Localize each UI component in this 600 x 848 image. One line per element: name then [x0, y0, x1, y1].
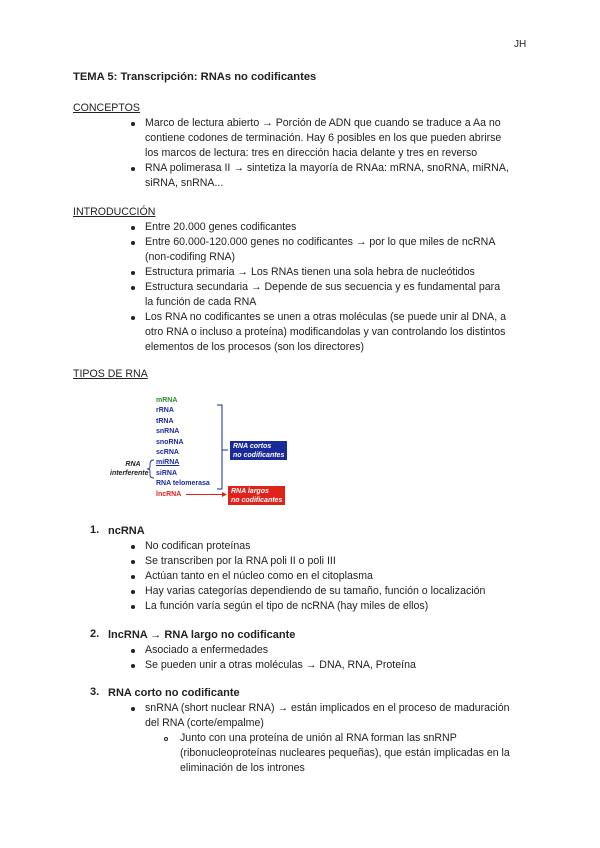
- page-title: TEMA 5: Transcripción: RNAs no codificantes: [73, 71, 317, 83]
- section-3-title: RNA corto no codificante: [108, 687, 240, 699]
- rna-label-snorna: snoRNA: [156, 438, 184, 446]
- bullet-icon: [131, 286, 135, 290]
- s2-item-2: Se pueden unir a otras moléculas → DNA, RNA, Proteína: [145, 659, 416, 671]
- bullet-icon: [131, 271, 135, 275]
- intro-item-5-line-2: otro RNA o incluso a proteína) modificandolas y van controlando los distintos: [145, 326, 506, 338]
- long-rna-box-line-1: RNA largos: [231, 488, 269, 495]
- rna-label-snrna: snRNA: [156, 428, 180, 436]
- intro-item-2-line-2: (non-codifing RNA): [145, 251, 236, 263]
- long-rna-box-line-2: no codificantes: [231, 497, 283, 504]
- bullet-icon: [131, 649, 135, 653]
- s3-sub-1-line-3: eliminación de los intrones: [180, 762, 305, 774]
- intro-item-5-line-3: elementos de los procesos (son los directores): [145, 341, 365, 353]
- short-rna-box-line-2: no codificantes: [233, 452, 285, 459]
- section-2-title: lncRNA → RNA largo no codificante: [108, 629, 296, 641]
- bullet-icon: [131, 226, 135, 230]
- bullet-icon: [131, 590, 135, 594]
- s1-item-3: Actúan tanto en el núcleo como en el citoplasma: [145, 570, 373, 582]
- heading-conceptos: CONCEPTOS: [73, 102, 140, 114]
- conceptos-item-2-line-2: siRNA, snRNA...: [145, 177, 224, 189]
- rna-label-mrna: mRNA: [156, 397, 178, 404]
- conceptos-item-2-line-1: RNA polimerasa II → sintetiza la mayoría de RNAa: mRNA, snoRNA, miRNA,: [145, 162, 509, 174]
- intro-item-2-line-1: Entre 60.000-120.000 genes no codificantes → por lo que miles de ncRNA: [145, 236, 496, 248]
- section-1-number: 1.: [90, 524, 100, 536]
- rna-label-telomerasa: RNA telomerasa: [156, 480, 210, 488]
- s3-sub-1-line-2: (ribonucleoproteínas nucleares pequeñas), que están implicadas en la: [180, 747, 510, 759]
- s1-item-2: Se transcriben por la RNA poli II o poli III: [145, 555, 336, 567]
- s1-item-5: La función varía según el tipo de ncRNA (hay miles de ellos): [145, 600, 429, 612]
- rna-label-rrna: rRNA: [156, 407, 174, 415]
- interferente-brace: [147, 460, 154, 478]
- s1-item-4: Hay varias categorías dependiendo de su tamaño, función o localización: [145, 585, 486, 597]
- bullet-icon: [131, 241, 135, 245]
- rna-interferente-label-1: RNA: [125, 461, 141, 468]
- short-rna-bracket: [217, 405, 222, 489]
- section-2-number: 2.: [90, 628, 100, 640]
- rna-label-sirna: siRNA: [156, 469, 178, 477]
- heading-introduccion: INTRODUCCIÓN: [73, 206, 156, 218]
- section-1-title: ncRNA: [108, 525, 145, 537]
- rna-label-mirna: miRNA: [156, 459, 180, 467]
- intro-item-1-line-1: Entre 20.000 genes codificantes: [145, 221, 297, 233]
- header-initials: JH: [514, 39, 527, 50]
- s3-item-1-line-1: snRNA (short nuclear RNA) → están implicados en el proceso de maduración: [145, 702, 510, 714]
- bullet-icon: [131, 545, 135, 549]
- bullet-icon: [131, 605, 135, 609]
- rna-label-trna: tRNA: [156, 417, 174, 425]
- intro-item-4-line-2: la función de cada RNA: [145, 296, 257, 308]
- bullet-icon: [131, 167, 135, 171]
- bullet-icon: [131, 664, 135, 668]
- bullet-icon: [131, 707, 135, 711]
- s2-item-1: Asociado a enfermedades: [145, 644, 269, 656]
- sub-bullet-icon: [164, 737, 168, 741]
- bullet-icon: [131, 560, 135, 564]
- conceptos-item-1-line-2: contiene codones de terminación. Hay 6 posibles en los que pueden abrirse: [145, 132, 502, 144]
- rna-interferente-label-2: interferente: [110, 470, 149, 477]
- bullet-icon: [131, 575, 135, 579]
- conceptos-item-1-line-3: los marcos de lectura: tres en dirección hacia delante y tres en reverso: [145, 147, 478, 159]
- rna-types-diagram: [100, 392, 300, 508]
- bullet-icon: [131, 122, 135, 126]
- rna-label-scrna: scRNA: [156, 449, 179, 456]
- long-rna-arrowhead-icon: [222, 492, 227, 497]
- s3-item-1-line-2: del RNA (corte/empalme): [145, 717, 264, 729]
- s1-item-1: No codifican proteínas: [145, 540, 251, 552]
- short-rna-box-line-1: RNA cortos: [233, 443, 272, 450]
- short-rna-box: [230, 441, 287, 460]
- rna-label-lncrna: lncRNA: [156, 490, 182, 498]
- heading-tipos: TIPOS DE RNA: [73, 368, 148, 380]
- intro-item-5-line-1: Los RNA no codificantes se unen a otras moléculas (se puede unir al DNA, a: [145, 311, 506, 323]
- intro-item-4-line-1: Estructura secundaria → Depende de sus secuencia y es fundamental para: [145, 281, 501, 293]
- s3-sub-1-line-1: Junto con una proteína de unión al RNA forman las snRNP: [180, 732, 457, 744]
- intro-item-3-line-1: Estructura primaria → Los RNAs tienen una sola hebra de nucleótidos: [145, 266, 475, 278]
- bullet-icon: [131, 316, 135, 320]
- long-rna-box: [228, 486, 285, 505]
- section-3-number: 3.: [90, 686, 100, 698]
- conceptos-item-1-line-1: Marco de lectura abierto → Porción de ADN que cuando se traduce a Aa no: [145, 117, 501, 129]
